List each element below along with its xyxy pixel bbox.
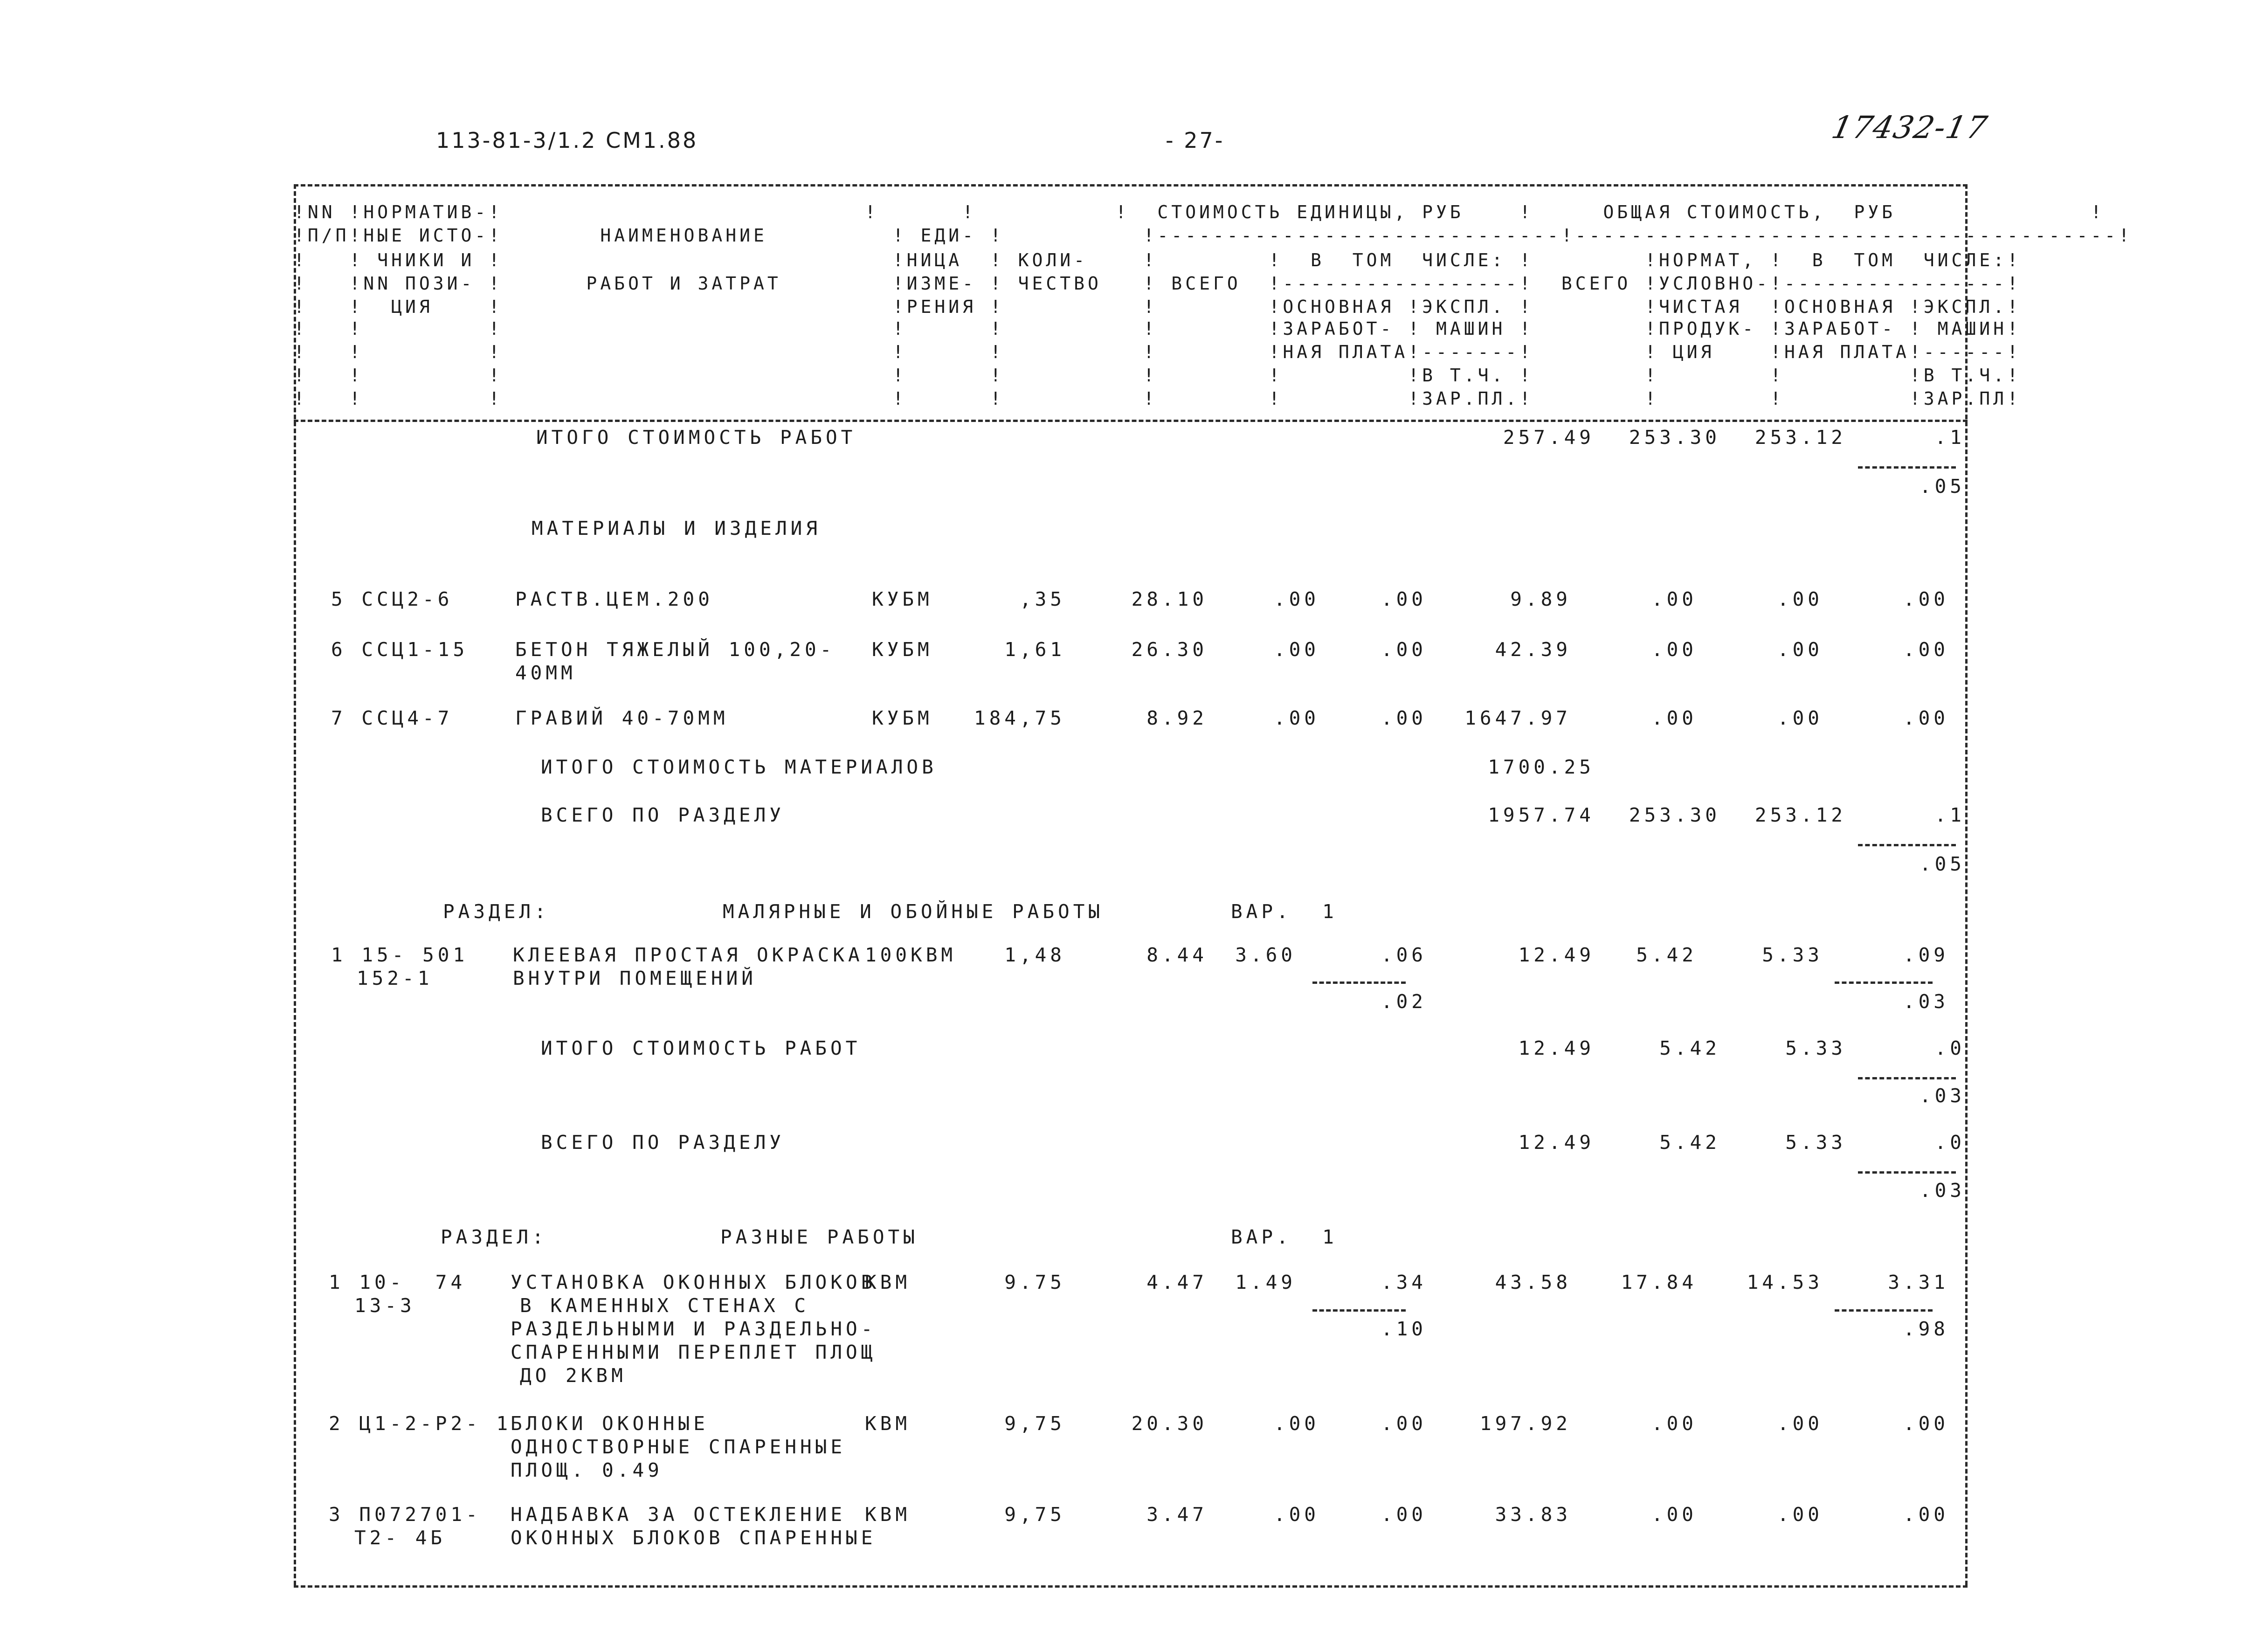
subtotal-underline bbox=[1858, 1171, 1956, 1174]
header-line: ! ! ! ! ! ! !ЗАРАБОТ- ! МАШИН ! !ПРОДУК- !ЗАРАБОТ- ! МАШИН! bbox=[294, 318, 2021, 339]
table-cell: 4.47 bbox=[1146, 1271, 1208, 1293]
table-cell: .00 bbox=[1903, 1412, 1949, 1435]
table-cell: 1647.97 bbox=[1464, 707, 1571, 729]
table-cell: ,35 bbox=[1019, 588, 1065, 610]
table-cell: 100КВМ bbox=[865, 944, 957, 966]
table-cell: ВСЕГО ПО РАЗДЕЛУ bbox=[541, 1131, 785, 1154]
table-cell: .00 bbox=[1273, 588, 1319, 610]
table-cell: КВМ bbox=[865, 1503, 911, 1526]
table-cell: 43.58 bbox=[1495, 1271, 1571, 1293]
table-cell: 253.30 bbox=[1629, 804, 1720, 826]
table-cell: ВНУТРИ ПОМЕЩЕНИЙ bbox=[513, 967, 757, 989]
table-cell: .00 bbox=[1903, 638, 1949, 661]
table-cell: .00 bbox=[1273, 638, 1319, 661]
table-cell: 5.42 bbox=[1659, 1131, 1720, 1154]
table-cell: .00 bbox=[1777, 707, 1823, 729]
table-cell: 20.30 bbox=[1131, 1412, 1208, 1435]
table-cell: ОДНОСТВОРНЫЕ СПАРЕННЫЕ bbox=[511, 1436, 846, 1458]
table-cell: 14.53 bbox=[1747, 1271, 1823, 1293]
table-cell: .00 bbox=[1651, 707, 1697, 729]
table-cell: 1,61 bbox=[1004, 638, 1065, 661]
subtotal-underline bbox=[1312, 1309, 1406, 1312]
subtotal-underline bbox=[1858, 844, 1956, 846]
table-cell: 1 15- 501 bbox=[331, 944, 469, 966]
table-cell: 3 П072701- bbox=[329, 1503, 481, 1526]
table-cell: 9.89 bbox=[1510, 588, 1571, 610]
table-cell: .00 bbox=[1273, 707, 1319, 729]
header-line: ! ! ! ! ! ! ! !В Т.Ч. ! ! ! !В Т.Ч.! bbox=[294, 365, 2021, 386]
table-cell: .00 bbox=[1381, 1412, 1427, 1435]
header-bottom-border bbox=[294, 420, 1968, 422]
table-cell: 253.30 bbox=[1629, 426, 1720, 449]
table-cell: 40ММ bbox=[515, 662, 576, 684]
header-line: ! !NN ПОЗИ- ! РАБОТ И ЗАТРАТ !ИЗМЕ- ! ЧЕСТВО ! ВСЕГО !-----------------! ВСЕГО !УСЛОВНО-!----------------! bbox=[294, 273, 2021, 294]
table-cell: РАСТВ.ЦЕМ.200 bbox=[515, 588, 713, 610]
table-cell: КУБМ bbox=[872, 638, 933, 661]
table-cell: КВМ bbox=[865, 1271, 911, 1293]
table-cell: Т2- 4Б bbox=[354, 1527, 446, 1549]
table-cell: 7 ССЦ4-7 bbox=[331, 707, 453, 729]
table-cell: 5.33 bbox=[1785, 1037, 1846, 1059]
table-cell: 1957.74 bbox=[1488, 804, 1595, 826]
table-cell: .00 bbox=[1651, 588, 1697, 610]
table-cell: ИТОГО СТОИМОСТЬ РАБОТ bbox=[536, 426, 856, 449]
table-cell: .0 bbox=[1934, 1037, 1965, 1059]
table-cell: ГРАВИЙ 40-70ММ bbox=[515, 707, 729, 729]
header-line: !П/П!НЫЕ ИСТО-! НАИМЕНОВАНИЕ ! ЕДИ- ! !-----------------------------!---------------------------------------! bbox=[294, 225, 2133, 246]
table-bottom-border bbox=[294, 1585, 1968, 1588]
table-cell: РАЗДЕЛЬНЫМИ И РАЗДЕЛЬНО- bbox=[511, 1318, 877, 1340]
table-cell: СПАРЕННЫМИ ПЕРЕПЛЕТ ПЛОЩ bbox=[511, 1341, 877, 1363]
table-cell: 6 ССЦ1-15 bbox=[331, 638, 469, 661]
table-cell: .00 bbox=[1903, 588, 1949, 610]
table-cell: 12.49 bbox=[1518, 944, 1595, 966]
table-cell: 184,75 bbox=[974, 707, 1065, 729]
subtotal-underline bbox=[1858, 466, 1956, 469]
table-cell: .00 bbox=[1903, 707, 1949, 729]
table-cell: 1 10- 74 bbox=[329, 1271, 466, 1293]
table-cell: КЛЕЕВАЯ ПРОСТАЯ ОКРАСКА bbox=[513, 944, 863, 966]
table-cell: ИТОГО СТОИМОСТЬ МАТЕРИАЛОВ bbox=[541, 756, 937, 778]
page-number: - 27- bbox=[1166, 128, 1225, 153]
table-cell: 253.12 bbox=[1754, 426, 1846, 449]
table-cell: РАЗДЕЛ: bbox=[443, 900, 550, 923]
table-cell: .00 bbox=[1777, 638, 1823, 661]
table-cell: .00 bbox=[1651, 1412, 1697, 1435]
table-cell: .00 bbox=[1903, 1503, 1949, 1526]
table-cell: .09 bbox=[1903, 944, 1949, 966]
table-cell: 1700.25 bbox=[1488, 756, 1595, 778]
table-cell: .1 bbox=[1934, 426, 1965, 449]
table-top-border bbox=[294, 184, 1968, 187]
table-cell: 3.60 bbox=[1235, 944, 1296, 966]
table-cell: 1.49 bbox=[1235, 1271, 1296, 1293]
table-cell: .00 bbox=[1651, 638, 1697, 661]
table-cell: .02 bbox=[1381, 990, 1427, 1013]
table-cell: 3.31 bbox=[1888, 1271, 1949, 1293]
table-cell: ВАР. 1 bbox=[1231, 1226, 1338, 1248]
table-cell: 5 ССЦ2-6 bbox=[331, 588, 453, 610]
subtotal-underline bbox=[1835, 982, 1933, 984]
table-cell: 28.10 bbox=[1131, 588, 1208, 610]
table-cell: 1,48 bbox=[1004, 944, 1065, 966]
table-cell: .00 bbox=[1651, 1503, 1697, 1526]
table-cell: .00 bbox=[1273, 1503, 1319, 1526]
table-cell: .0 bbox=[1934, 1131, 1965, 1154]
table-cell: .1 bbox=[1934, 804, 1965, 826]
table-cell: БЛОКИ ОКОННЫЕ bbox=[511, 1412, 709, 1435]
table-cell: 5.33 bbox=[1762, 944, 1823, 966]
document-code: 113-81-3/1.2 СМ1.88 bbox=[436, 128, 698, 153]
table-cell: КУБМ bbox=[872, 588, 933, 610]
table-cell: .03 bbox=[1919, 1179, 1965, 1202]
table-cell: .00 bbox=[1777, 1412, 1823, 1435]
table-cell: .34 bbox=[1381, 1271, 1427, 1293]
table-cell: 9,75 bbox=[1004, 1503, 1065, 1526]
table-cell: 42.39 bbox=[1495, 638, 1571, 661]
header-line: !NN !НОРМАТИВ-! ! ! ! СТОИМОСТЬ ЕДИНИЦЫ, РУБ ! ОБЩАЯ СТОИМОСТЬ, РУБ ! bbox=[294, 202, 2105, 222]
table-cell: 5.33 bbox=[1785, 1131, 1846, 1154]
table-cell: .98 bbox=[1903, 1318, 1949, 1340]
table-cell: 2 Ц1-2-Р2- 1 bbox=[329, 1412, 512, 1435]
table-cell: 3.47 bbox=[1146, 1503, 1208, 1526]
table-cell: .10 bbox=[1381, 1318, 1427, 1340]
table-cell: ОКОННЫХ БЛОКОВ СПАРЕННЫЕ bbox=[511, 1527, 877, 1549]
table-cell: 5.42 bbox=[1636, 944, 1697, 966]
table-cell: НАДБАВКА ЗА ОСТЕКЛЕНИЕ bbox=[511, 1503, 846, 1526]
table-cell: .05 bbox=[1919, 475, 1965, 498]
table-cell: 12.49 bbox=[1518, 1037, 1595, 1059]
table-cell: .03 bbox=[1903, 990, 1949, 1013]
subtotal-underline bbox=[1835, 1309, 1933, 1312]
table-cell: 9.75 bbox=[1004, 1271, 1065, 1293]
table-cell: .00 bbox=[1381, 707, 1427, 729]
table-cell: 8.92 bbox=[1146, 707, 1208, 729]
table-cell: КУБМ bbox=[872, 707, 933, 729]
table-cell: 257.49 bbox=[1503, 426, 1595, 449]
table-cell: 197.92 bbox=[1479, 1412, 1571, 1435]
table-cell: ВАР. 1 bbox=[1231, 900, 1338, 923]
table-cell: РАЗНЫЕ РАБОТЫ bbox=[720, 1226, 918, 1248]
header-line: ! ! ЦИЯ ! !РЕНИЯ ! ! !ОСНОВНАЯ !ЭКСПЛ. ! !ЧИСТАЯ !ОСНОВНАЯ !ЭКСПЛ.! bbox=[294, 297, 2021, 317]
header-line: ! ! ! ! ! ! !НАЯ ПЛАТА!-------! ! ЦИЯ !НАЯ ПЛАТА!------! bbox=[294, 342, 2021, 362]
table-cell: 253.12 bbox=[1754, 804, 1846, 826]
table-cell: .00 bbox=[1777, 1503, 1823, 1526]
table-cell: ИТОГО СТОИМОСТЬ РАБОТ bbox=[541, 1037, 861, 1059]
table-cell: 26.30 bbox=[1131, 638, 1208, 661]
table-cell: В КАМЕННЫХ СТЕНАХ С bbox=[520, 1294, 809, 1317]
table-cell: 13-3 bbox=[354, 1294, 415, 1317]
table-cell: КВМ bbox=[865, 1412, 911, 1435]
table-cell: 33.83 bbox=[1495, 1503, 1571, 1526]
table-cell: .00 bbox=[1381, 1503, 1427, 1526]
table-cell: 12.49 bbox=[1518, 1131, 1595, 1154]
table-cell: ВСЕГО ПО РАЗДЕЛУ bbox=[541, 804, 785, 826]
subtotal-underline bbox=[1312, 982, 1406, 984]
table-cell: МАЛЯРНЫЕ И ОБОЙНЫЕ РАБОТЫ bbox=[723, 900, 1104, 923]
table-cell: 8.44 bbox=[1146, 944, 1208, 966]
table-cell: .06 bbox=[1381, 944, 1427, 966]
table-cell: УСТАНОВКА ОКОННЫХ БЛОКОВ bbox=[511, 1271, 877, 1293]
table-cell: 17.84 bbox=[1621, 1271, 1697, 1293]
table-cell: .00 bbox=[1381, 638, 1427, 661]
header-line: ! ! ! ! ! ! ! !ЗАР.ПЛ.! ! ! !ЗАР.ПЛ! bbox=[294, 388, 2021, 409]
table-cell: ДО 2КВМ bbox=[520, 1364, 627, 1387]
table-cell: 152-1 bbox=[357, 967, 433, 989]
table-cell: 9,75 bbox=[1004, 1412, 1065, 1435]
table-cell: .00 bbox=[1777, 588, 1823, 610]
table-cell: .00 bbox=[1381, 588, 1427, 610]
table-cell: МАТЕРИАЛЫ И ИЗДЕЛИЯ bbox=[532, 517, 821, 539]
table-cell: ПЛОЩ. 0.49 bbox=[511, 1459, 663, 1481]
table-cell: БЕТОН ТЯЖЕЛЫЙ 100,20- bbox=[515, 638, 836, 661]
table-cell: .05 bbox=[1919, 853, 1965, 875]
table-cell: 5.42 bbox=[1659, 1037, 1720, 1059]
table-cell: .00 bbox=[1273, 1412, 1319, 1435]
table-cell: РАЗДЕЛ: bbox=[441, 1226, 547, 1248]
header-line: ! ! ЧНИКИ И ! !НИЦА ! КОЛИ- ! ! В ТОМ ЧИСЛЕ: ! !НОРМАТ, ! В ТОМ ЧИСЛЕ:! bbox=[294, 250, 2021, 270]
subtotal-underline bbox=[1858, 1077, 1956, 1079]
table-cell: .03 bbox=[1919, 1085, 1965, 1107]
handwritten-reference: 17432-17 bbox=[1828, 110, 1991, 145]
